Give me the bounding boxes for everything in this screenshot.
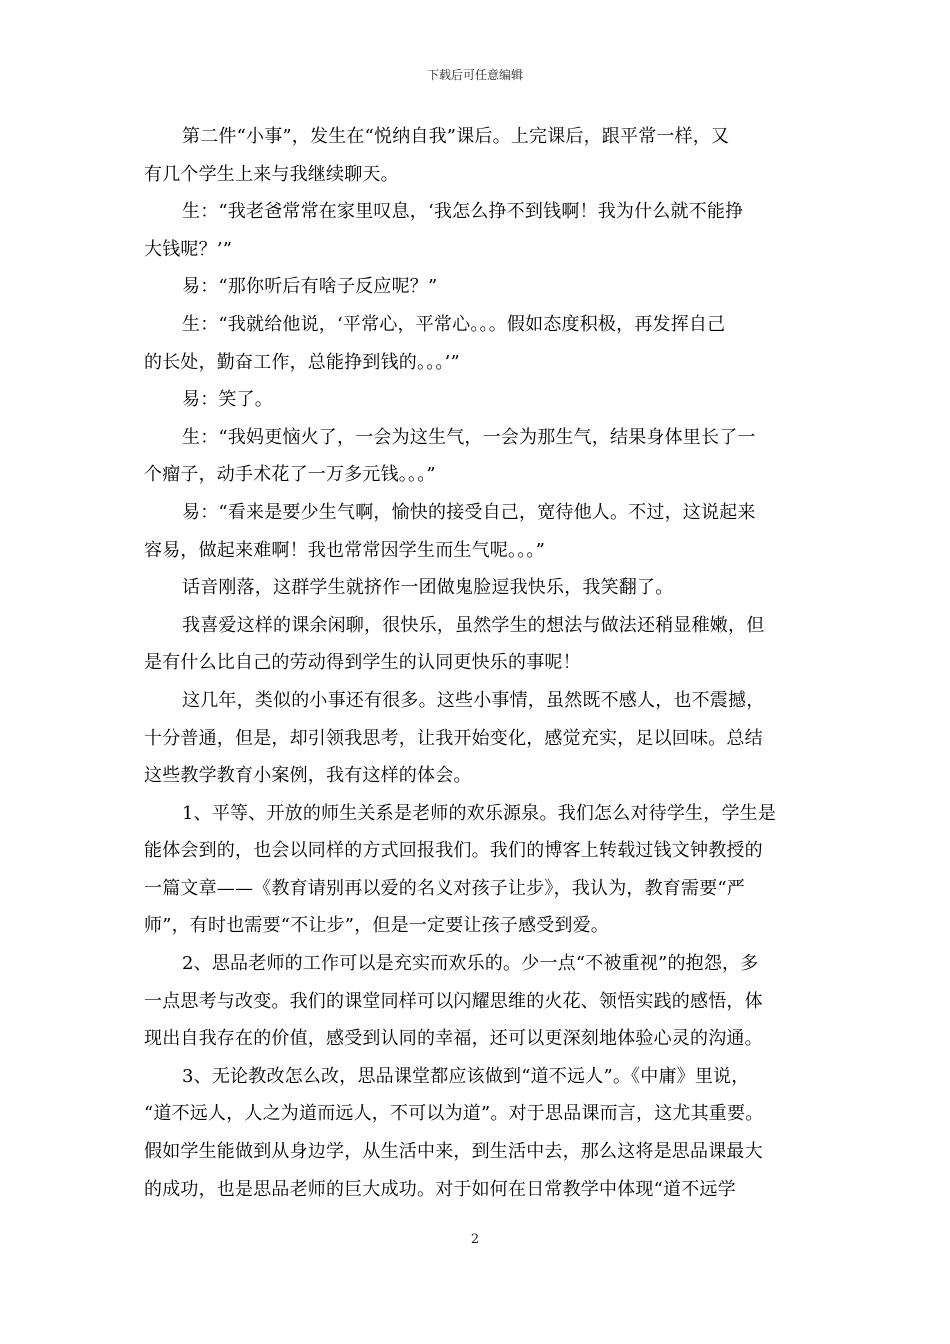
paragraph-line: [144, 682, 812, 720]
paragraph: [144, 381, 812, 419]
paragraph: [144, 419, 812, 494]
paragraph-first-line-text: 生：“我就给他说，‘平常心，平常心。。。假如态度积极，再发挥自己: [182, 313, 726, 335]
paragraph-line: 一点思考与改变。我们的课堂同样可以闪耀思维的火花、领悟实践的感悟，体: [144, 990, 763, 1012]
paragraph-line: 的成功，也是思品老师的巨大成功。对于如何在日常教学中体现“道不远学: [144, 1178, 736, 1200]
paragraph: [144, 1058, 812, 1208]
paragraph: [144, 607, 812, 682]
paragraph-first-line-text: 我喜爱这样的课余闲聊，很快乐，虽然学生的想法与做法还稍显稚嫩，但: [182, 614, 765, 636]
paragraph-line: 这些教学教育小案例，我有这样的体会。: [144, 765, 472, 787]
paragraph-line: [144, 306, 812, 344]
paragraph-line: [144, 569, 812, 607]
paragraph-line: [144, 118, 812, 156]
paragraph: [144, 795, 812, 945]
paragraph-first-line-text: 易：笑了。: [182, 389, 273, 411]
page-number: 2: [470, 1232, 480, 1247]
paragraph: [144, 193, 812, 268]
paragraph-line: 是有什么比自己的劳动得到学生的认同更快乐的事呢！: [144, 652, 581, 674]
paragraph-line: 个瘤子，动手术花了一万多元钱。。。”: [144, 464, 436, 486]
paragraph-line: 能体会到的，也会以同样的方式回报我们。我们的博客上转载过钱文钟教授的: [144, 840, 763, 862]
paragraph: [144, 945, 812, 1058]
paragraph-line: “道不远人，人之为道而远人，不可以为道”。对于思品课而言，这尤其重要。: [144, 1103, 764, 1125]
paragraph: [144, 682, 812, 795]
paragraph: [144, 494, 812, 569]
paragraph-line: 容易，做起来难啊！我也常常因学生而生气呢。。。”: [144, 539, 545, 561]
paragraph-line: [144, 419, 812, 457]
paragraph-line: [144, 193, 812, 231]
paragraph: [144, 306, 812, 381]
paragraph-first-line-text: 3、无论教改怎么改，思品课堂都应该做到“道不远人”。《中庸》里说，: [182, 1065, 750, 1087]
paragraph-first-line-text: 第二件“小事”，发生在“悦纳自我”课后。上完课后，跟平常一样，又: [182, 126, 730, 147]
page-header: 下载后可任意编辑: [426, 68, 523, 82]
paragraph-line: 有几个学生上来与我继续聊天。: [144, 163, 399, 185]
paragraph-first-line-text: 2、思品老师的工作可以是充实而欢乐的。少一点“不被重视”的抱怨，多: [182, 953, 759, 975]
paragraph-line: 的长处，勤奋工作，总能挣到钱的。。。’”: [144, 351, 460, 373]
paragraph-first-line-text: 生：“我老爸常常在家里叹息，‘我怎么挣不到钱啊！我为什么就不能挣: [182, 201, 744, 223]
paragraph-first-line-text: 易：“看来是要少生气啊，愉快的接受自己，宽待他人。不过，这说起来: [182, 501, 756, 523]
paragraph-line: 大钱呢？’”: [144, 238, 233, 260]
paragraph-line: 师”，有时也需要“不让步”，但是一定要让孩子感受到爱。: [144, 915, 610, 937]
paragraph: [144, 569, 812, 607]
paragraph-first-line-text: 1、平等、开放的师生关系是老师的欢乐源泉。我们怎么对待学生，学生是: [182, 802, 777, 824]
paragraph-first-line-text: 这几年，类似的小事还有很多。这些小事情，虽然既不感人，也不震撼，: [182, 689, 765, 711]
paragraph-line: 十分普通，但是，却引领我思考，让我开始变化，感觉充实，足以回味。总结: [144, 727, 763, 749]
body-text: [144, 118, 812, 1208]
paragraph-line: [144, 945, 812, 983]
paragraph-line: [144, 381, 812, 419]
paragraph-line: 假如学生能做到从身边学，从生活中来，到生活中去，那么这将是思品课最大: [144, 1141, 763, 1163]
paragraph-line: [144, 268, 812, 306]
paragraph-line: 一篇文章——《教育请别再以爱的名义对孩子让步》，我认为，教育需要“严: [144, 877, 745, 899]
paragraph-first-line-text: 话音刚落，这群学生就挤作一团做鬼脸逗我快乐，我笑翻了。: [182, 577, 674, 599]
paragraph-line: [144, 795, 812, 833]
paragraph-line: [144, 607, 812, 645]
paragraph-first-line-text: 易：“那你听后有啥子反应呢？”: [182, 276, 438, 298]
paragraph: [144, 118, 812, 193]
paragraph-line: [144, 1058, 812, 1096]
paragraph-line: 现出自我存在的价值，感受到认同的幸福，还可以更深刻地体验心灵的沟通。: [144, 1028, 763, 1050]
paragraph: [144, 268, 812, 306]
paragraph-line: [144, 494, 812, 532]
paragraph-first-line-text: 生：“我妈更恼火了，一会为这生气，一会为那生气，结果身体里长了一: [182, 426, 756, 448]
